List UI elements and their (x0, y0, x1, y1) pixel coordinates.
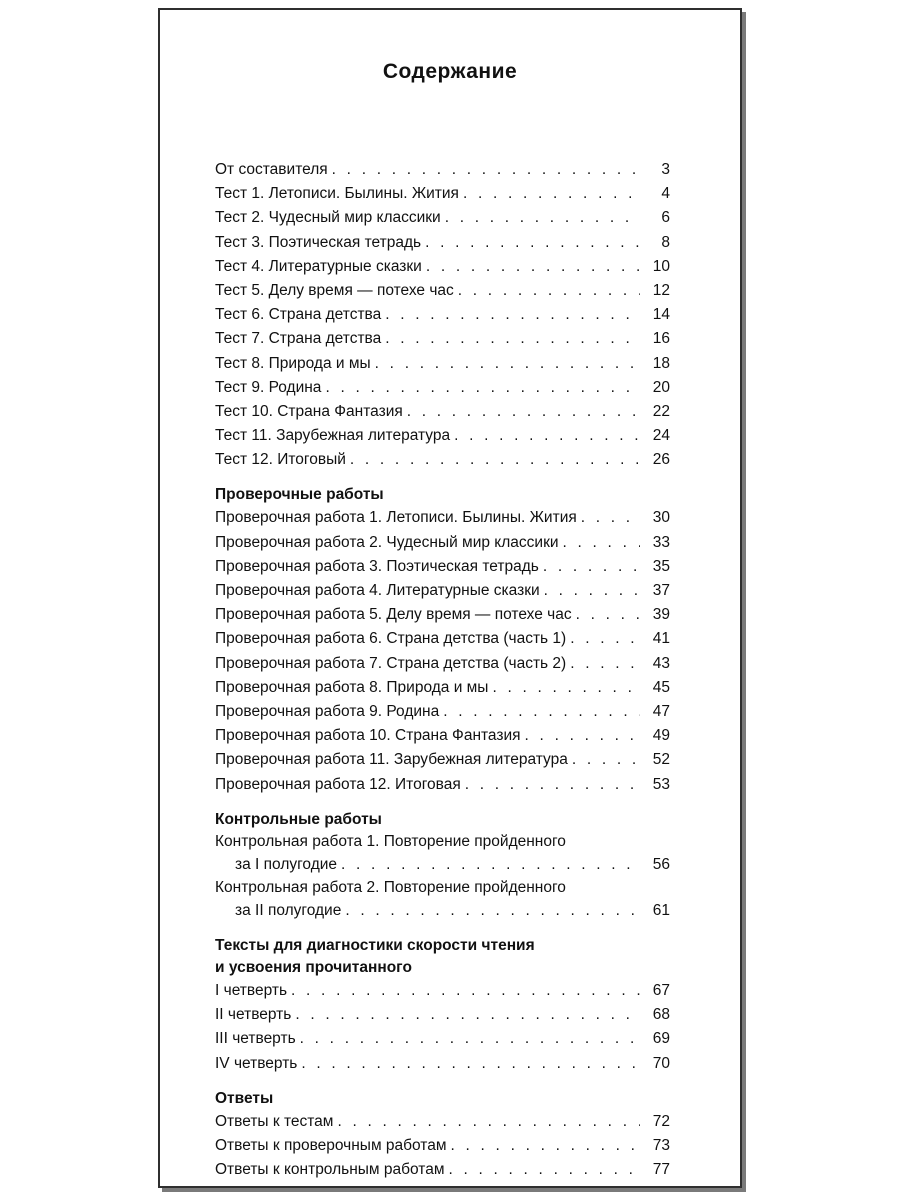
toc-entry-page: 8 (661, 233, 670, 251)
toc-entry-title-cont: за II полугодие (235, 901, 342, 919)
leader-dots (568, 748, 640, 772)
toc-entry-page: 30 (652, 509, 670, 527)
toc-entry-title: Проверочная работа 11. Зарубежная литература (215, 751, 568, 769)
toc-entry-page: 4 (661, 185, 670, 203)
leader-dots (328, 158, 640, 182)
leader-dots (422, 255, 640, 279)
toc-entry[interactable] (215, 555, 670, 579)
toc-entry-page: 24 (652, 427, 670, 445)
toc-section-diagnostics (215, 935, 670, 1076)
document-page (158, 8, 742, 1188)
toc-entry-page: 49 (652, 727, 670, 745)
toc-entry[interactable] (215, 424, 670, 448)
toc-entry[interactable] (215, 627, 670, 651)
toc-entry-title: Тест 10. Страна Фантазия (215, 402, 403, 420)
section-spacer (215, 472, 670, 484)
toc-entry-page: 12 (652, 281, 670, 299)
toc-section-control-works (215, 809, 670, 923)
leader-dots (441, 206, 640, 230)
section-heading-cont: и усвоения прочитанного (215, 959, 412, 977)
toc-entry[interactable] (215, 773, 670, 797)
toc-entry-title: Проверочная работа 3. Поэтическая тетрадь (215, 557, 539, 575)
leader-dots (559, 531, 640, 555)
toc-entry-multiline[interactable] (215, 831, 670, 877)
toc-entry-title: Тест 7. Страна детства (215, 330, 382, 348)
leader-dots (346, 448, 640, 472)
toc-main-list (215, 158, 670, 472)
leader-dots (521, 724, 640, 748)
leader-dots (321, 376, 640, 400)
toc-entry-page: 35 (652, 557, 670, 575)
toc-entry-page: 26 (652, 451, 670, 469)
leader-dots (539, 555, 640, 579)
toc-entry-title: Тест 11. Зарубежная литература (215, 427, 451, 445)
section-spacer (215, 923, 670, 935)
toc-entry-page: 56 (652, 855, 670, 873)
leader-dots (287, 979, 640, 1003)
leader-dots (381, 303, 640, 327)
toc-entry-title: Тест 2. Чудесный мир классики (215, 209, 441, 227)
section-spacer (215, 1076, 670, 1088)
leader-dots (371, 352, 640, 376)
toc-entry-page: 33 (652, 533, 670, 551)
toc-entry[interactable] (215, 531, 670, 555)
toc-entry-title: Ответы к тестам (215, 1112, 334, 1130)
toc-entry-page: 67 (652, 982, 670, 1000)
toc-entry-page: 69 (652, 1030, 670, 1048)
toc-section-answers (215, 1088, 670, 1183)
toc-entry[interactable] (215, 182, 670, 206)
section-spacer (215, 797, 670, 809)
toc-entry[interactable] (215, 352, 670, 376)
toc-entry-page: 53 (652, 775, 670, 793)
leader-dots (566, 652, 640, 676)
toc-entry-title: IV четверть (215, 1054, 298, 1072)
toc-entry[interactable] (215, 652, 670, 676)
toc-entry-title-cont: за I полугодие (235, 855, 338, 873)
toc-entry[interactable] (215, 724, 670, 748)
toc-entry-title: Тест 9. Родина (215, 378, 322, 396)
toc-entry-title: Проверочная работа 12. Итоговая (215, 775, 461, 793)
toc-entry-page: 10 (652, 257, 670, 275)
leader-dots (488, 676, 640, 700)
toc-entry-continuation (215, 853, 670, 877)
toc-entry[interactable] (215, 303, 670, 327)
toc-entry[interactable] (215, 700, 670, 724)
toc-entry-continuation (215, 899, 670, 923)
toc-entry-page: 39 (652, 606, 670, 624)
toc-entry[interactable] (215, 1134, 670, 1158)
toc-entry-page: 18 (652, 354, 670, 372)
toc-section-check-works (215, 484, 670, 796)
table-of-contents (215, 158, 670, 1182)
toc-entry-title: II четверть (215, 1006, 292, 1024)
toc-entry-page: 41 (652, 630, 670, 648)
toc-entry[interactable] (215, 158, 670, 182)
page-title: Содержание (382, 60, 518, 83)
toc-entry-page: 43 (652, 654, 670, 672)
toc-entry-title: Проверочная работа 1. Летописи. Былины. Жития (215, 509, 577, 527)
toc-entry-title: Тест 1. Летописи. Былины. Жития (215, 185, 459, 203)
toc-entry[interactable] (215, 748, 670, 772)
toc-entry-title: Тест 8. Природа и мы (215, 354, 371, 372)
toc-entry-title: Проверочная работа 5. Делу время — потехе час (215, 606, 572, 624)
leader-dots (540, 579, 640, 603)
toc-entry-title: I четверть (215, 982, 288, 1000)
leader-dots (461, 773, 640, 797)
leader-dots (450, 424, 640, 448)
toc-entry-title: Проверочная работа 2. Чудесный мир классики (215, 533, 559, 551)
toc-entry-page: 20 (652, 378, 670, 396)
toc-entry-title: Проверочная работа 7. Страна детства (часть 2) (215, 654, 567, 672)
toc-entry[interactable] (215, 506, 670, 530)
toc-entry-title: Проверочная работа 10. Страна Фантазия (215, 727, 521, 745)
toc-entry-page: 61 (652, 901, 670, 919)
toc-entry-title: Ответы к проверочным работам (215, 1137, 447, 1154)
leader-dots (333, 1110, 640, 1134)
toc-entry[interactable] (215, 979, 670, 1003)
toc-entry[interactable] (215, 376, 670, 400)
leader-dots (459, 182, 640, 206)
leader-dots (341, 899, 640, 923)
toc-entry-title: III четверть (215, 1030, 296, 1048)
toc-entry-title: Контрольная работа 2. Повторение пройденного (215, 878, 566, 896)
section-heading: Ответы (215, 1089, 274, 1107)
toc-entry-title: Проверочная работа 4. Литературные сказки (215, 582, 540, 599)
toc-entry-title: Тест 3. Поэтическая тетрадь (215, 233, 422, 251)
toc-entry-page: 6 (661, 209, 670, 227)
toc-entry-page: 3 (661, 161, 670, 178)
toc-entry-page: 37 (652, 582, 670, 599)
leader-dots (381, 327, 640, 351)
toc-entry-page: 68 (652, 1006, 670, 1024)
toc-entry[interactable] (215, 676, 670, 700)
toc-entry-page: 16 (652, 330, 670, 348)
toc-entry[interactable] (215, 400, 670, 424)
toc-entry-title: Проверочная работа 9. Родина (215, 702, 440, 720)
leader-dots (454, 279, 640, 303)
leader-dots (296, 1027, 640, 1051)
toc-entry[interactable] (215, 255, 670, 279)
toc-entry[interactable] (215, 1052, 670, 1076)
leader-dots (291, 1003, 640, 1027)
leader-dots (444, 1158, 640, 1182)
leader-dots (297, 1052, 640, 1076)
leader-dots (337, 853, 640, 877)
section-heading: Контрольные работы (215, 810, 382, 828)
toc-entry-page: 22 (652, 402, 670, 420)
toc-entry-page: 14 (652, 306, 670, 324)
toc-entry[interactable] (215, 448, 670, 472)
leader-dots (572, 603, 640, 627)
toc-entry-title: Тест 6. Страна детства (215, 306, 382, 324)
leader-dots (439, 700, 640, 724)
toc-entry[interactable] (215, 1027, 670, 1051)
toc-entry[interactable] (215, 279, 670, 303)
toc-entry-page: 47 (652, 702, 670, 720)
toc-entry[interactable] (215, 231, 670, 255)
toc-entry-title: От составителя (215, 161, 328, 178)
toc-entry-title: Проверочная работа 6. Страна детства (часть 1) (215, 630, 567, 648)
toc-entry-title: Тест 5. Делу время — потехе час (215, 281, 454, 299)
toc-entry-title: Ответы к контрольным работам (215, 1161, 445, 1179)
toc-entry[interactable] (215, 603, 670, 627)
toc-entry-page: 70 (652, 1054, 670, 1072)
toc-entry-title: Тест 4. Литературные сказки (215, 257, 422, 275)
section-heading: Тексты для диагностики скорости чтения (215, 937, 535, 955)
toc-entry-page: 72 (652, 1112, 670, 1130)
toc-entry-title: Контрольная работа 1. Повторение пройденного (215, 832, 566, 850)
toc-entry-title: Тест 12. Итоговый (215, 451, 346, 469)
leader-dots (566, 627, 640, 651)
leader-dots (447, 1134, 640, 1158)
toc-entry[interactable] (215, 579, 670, 603)
section-heading: Проверочные работы (215, 486, 384, 504)
leader-dots (403, 400, 640, 424)
toc-entry-page: 45 (652, 678, 670, 696)
toc-entry[interactable] (215, 1158, 670, 1182)
toc-entry[interactable] (215, 1003, 670, 1027)
toc-entry-page: 52 (652, 751, 670, 769)
toc-entry[interactable] (215, 206, 670, 230)
toc-entry-page: 77 (652, 1161, 670, 1179)
toc-entry-title: Проверочная работа 8. Природа и мы (215, 678, 489, 696)
toc-entry-multiline[interactable] (215, 877, 670, 923)
toc-entry[interactable] (215, 1110, 670, 1134)
toc-entry[interactable] (215, 327, 670, 351)
leader-dots (421, 231, 640, 255)
leader-dots (577, 506, 640, 530)
toc-entry-page: 73 (652, 1137, 670, 1154)
